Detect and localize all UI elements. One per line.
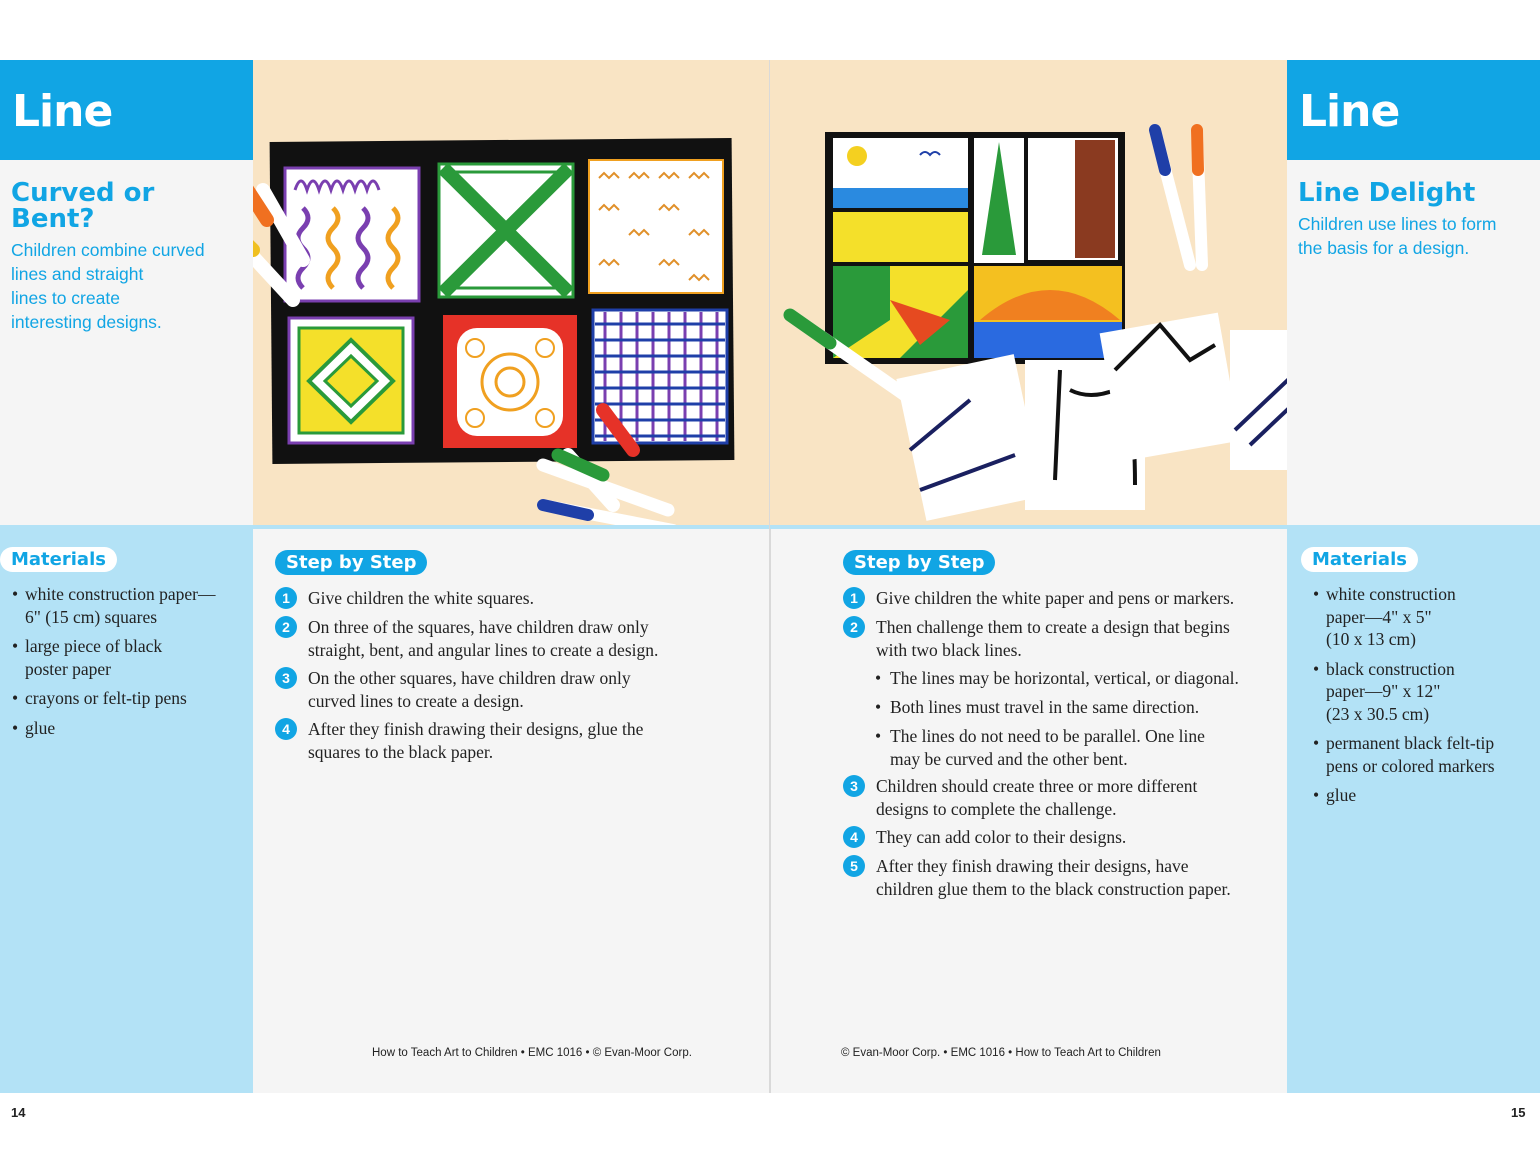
- materials-line: paper—9" x 12": [1326, 681, 1441, 701]
- materials-line: permanent black felt-tip: [1326, 733, 1495, 753]
- sub-bullet-line: may be curved and the other bent.: [890, 748, 1128, 769]
- squares-artwork-illustration: [253, 60, 770, 525]
- left-page: [0, 60, 770, 1120]
- step-number: 5: [843, 855, 865, 877]
- materials-item: [12, 687, 248, 710]
- materials-line: crayons or felt-tip pens: [25, 688, 187, 708]
- materials-item: [12, 635, 248, 680]
- materials-line: glue: [25, 717, 56, 738]
- step-number: 4: [843, 826, 865, 848]
- step-number: 1: [275, 587, 297, 609]
- step-line: Give children the white squares.: [308, 588, 534, 608]
- art-square-waves: [285, 168, 419, 301]
- page-footer: © Evan-Moor Corp. • EMC 1016 • How to Teach Art to Children: [841, 1047, 1161, 1059]
- materials-line: white construction paper—: [25, 584, 216, 604]
- step-line: On three of the squares, have children draw only: [308, 617, 649, 637]
- materials-line: large piece of black: [25, 636, 163, 656]
- materials-panel: [0, 525, 253, 1120]
- intro-line: lines to create: [11, 288, 120, 308]
- steps-label: Step by Step: [275, 550, 427, 575]
- section-band: [1287, 60, 1540, 160]
- step-number: 3: [843, 775, 865, 797]
- art-square-zigzag: [589, 160, 723, 293]
- line-design-artwork-illustration: [770, 60, 1287, 525]
- art-square-x: [439, 164, 573, 297]
- materials-line: black construction: [1326, 658, 1455, 679]
- bullet-dot: •: [875, 726, 882, 746]
- step-line: straight, bent, and angular lines to create a design.: [308, 639, 659, 660]
- activity-intro: [0, 160, 253, 525]
- step-line: They can add color to their designs.: [876, 827, 1127, 847]
- step-line: curved lines to create a design.: [308, 690, 524, 711]
- activity-intro: [1287, 160, 1540, 525]
- artwork-photo: [253, 60, 770, 525]
- step-line: Give children the white paper and pens or markers.: [876, 588, 1235, 608]
- materials-line: glue: [1326, 785, 1357, 805]
- materials-panel: [1287, 525, 1540, 1120]
- materials-item: [1313, 784, 1535, 807]
- step-line: On the other squares, have children draw only: [308, 668, 631, 688]
- artwork-photo: [770, 60, 1287, 525]
- bullet-dot: •: [875, 697, 882, 717]
- materials-line: white construction: [1326, 584, 1456, 604]
- intro-line: interesting designs.: [11, 312, 162, 332]
- step-number: 1: [843, 587, 865, 609]
- book-spread: [0, 60, 1540, 1120]
- page-footer: How to Teach Art to Children • EMC 1016 • © Evan-Moor Corp.: [372, 1047, 692, 1059]
- art-square-diamond: [289, 318, 413, 443]
- materials-line: (10 x 13 cm): [1326, 629, 1416, 649]
- intro-line: lines and straight: [11, 264, 144, 284]
- intro-line: Children use lines to form: [1298, 214, 1497, 234]
- step-line: After they finish drawing their designs, glue the: [308, 719, 644, 739]
- materials-label: Materials: [0, 547, 117, 572]
- materials-item: [12, 583, 248, 628]
- materials-label: Materials: [1301, 547, 1418, 572]
- steps-section: [770, 529, 1287, 1093]
- left-sidebar: [0, 60, 253, 1120]
- step-line: children glue them to the black construction paper.: [876, 878, 1231, 899]
- activity-title: Curved or Bent?: [11, 178, 155, 234]
- materials-line: poster paper: [25, 658, 112, 679]
- steps-label: Step by Step: [843, 550, 995, 575]
- right-sidebar: [1287, 60, 1540, 1120]
- page-number: 14: [11, 1105, 26, 1120]
- step-number: 4: [275, 718, 297, 740]
- step-line: Children should create three or more different: [876, 776, 1198, 796]
- materials-item: [1313, 583, 1535, 651]
- sub-bullet-line: Both lines must travel in the same direction.: [890, 697, 1200, 717]
- materials-item: [12, 717, 248, 740]
- steps-section: [253, 529, 770, 1093]
- step-line: After they finish drawing their designs, have: [876, 856, 1189, 876]
- intro-line: Children combine curved: [11, 240, 205, 260]
- bullet-dot: •: [875, 668, 882, 688]
- step-number: 3: [275, 667, 297, 689]
- activity-title: Line Delight: [1298, 178, 1476, 208]
- materials-line: pens or colored markers: [1326, 755, 1495, 776]
- materials-line: paper—4" x 5": [1326, 606, 1432, 627]
- page-number: 15: [1511, 1105, 1526, 1120]
- step-line: squares to the black paper.: [308, 741, 494, 762]
- materials-line: 6" (15 cm) squares: [25, 606, 158, 627]
- materials-list: [1313, 583, 1535, 814]
- sub-bullet-line: The lines do not need to be parallel. One line: [890, 726, 1205, 746]
- step-line: with two black lines.: [876, 639, 1022, 660]
- section-title: Line: [12, 86, 113, 137]
- section-title: Line: [1299, 86, 1400, 137]
- step-number: 2: [275, 616, 297, 638]
- step-line: Then challenge them to create a design that begins: [876, 617, 1230, 637]
- intro-line: the basis for a design.: [1298, 238, 1470, 258]
- materials-item: [1313, 658, 1535, 726]
- materials-item: [1313, 732, 1535, 777]
- materials-line: (23 x 30.5 cm): [1326, 703, 1430, 724]
- step-line: designs to complete the challenge.: [876, 798, 1117, 819]
- right-page: [770, 60, 1540, 1120]
- step-number: 2: [843, 616, 865, 638]
- materials-list: [12, 583, 248, 746]
- sub-bullet-line: The lines may be horizontal, vertical, or diagonal.: [890, 668, 1239, 688]
- section-band: [0, 60, 253, 160]
- art-square-swirls: [443, 315, 577, 448]
